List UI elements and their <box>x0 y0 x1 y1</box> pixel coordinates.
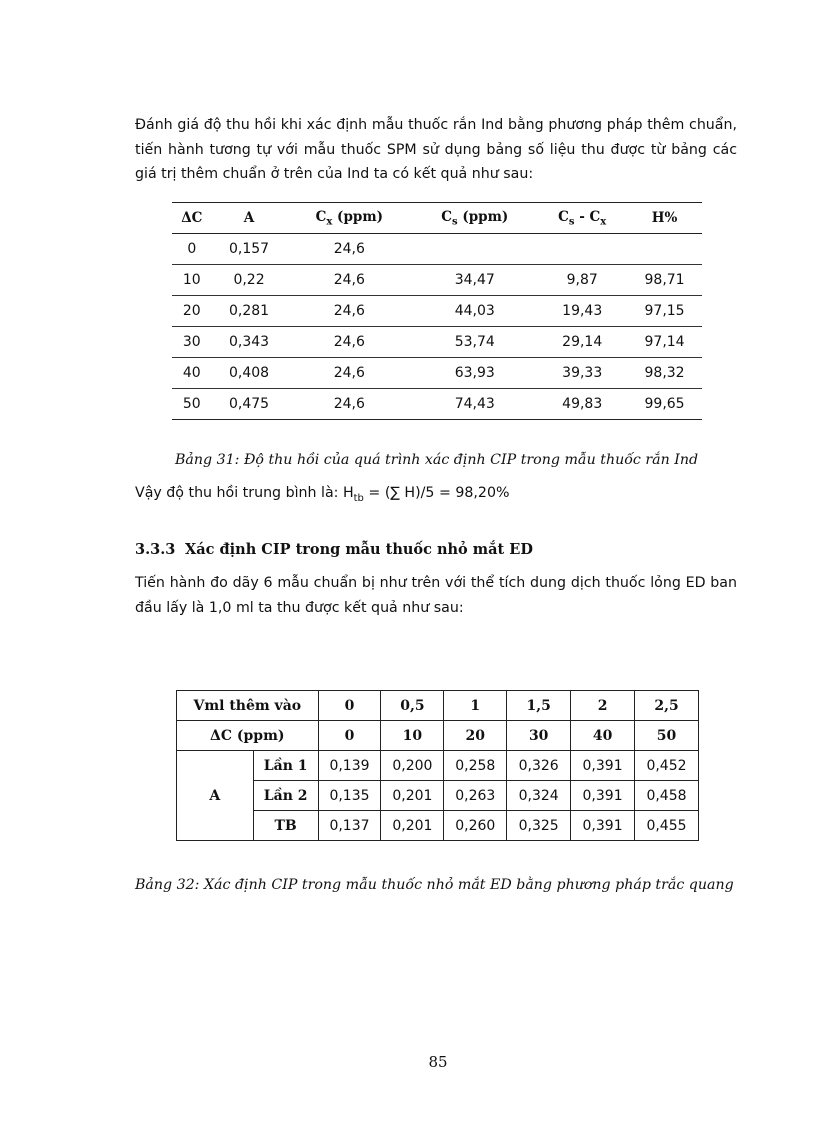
table-cell: 0,391 <box>571 781 635 811</box>
table-cell: 0,139 <box>318 751 381 781</box>
ed-measurement-table <box>176 690 699 841</box>
header-cs-minus-cx: $C_s - C_x$ <box>537 203 627 234</box>
table-cell: 0,325 <box>507 811 571 841</box>
sum-symbol: ∑ <box>390 485 400 501</box>
table-cell: 50 <box>635 721 699 751</box>
table-cell: 0,408 <box>212 358 287 389</box>
table-cell: 24,6 <box>286 296 412 327</box>
table-cell: 99,65 <box>627 389 702 420</box>
table-cell: 0,324 <box>507 781 571 811</box>
table-row <box>177 811 699 841</box>
table-row <box>172 296 702 327</box>
table-cell: 30 <box>172 327 212 358</box>
table-cell: 19,43 <box>537 296 627 327</box>
table-cell: 1 <box>444 691 507 721</box>
table-cell: 0,157 <box>212 234 287 265</box>
table-cell: 0,455 <box>635 811 699 841</box>
table-cell: 97,15 <box>627 296 702 327</box>
sub-row-label: Lần 1 <box>253 751 318 781</box>
table-cell: 0,135 <box>318 781 381 811</box>
table-cell: 98,71 <box>627 265 702 296</box>
table-row <box>177 691 699 721</box>
table-cell: 34,47 <box>412 265 537 296</box>
table-31-caption: Bảng 31: Độ thu hồi của quá trình xác định CIP trong mẫu thuốc rắn Ind <box>175 452 699 468</box>
table-cell: 0,458 <box>635 781 699 811</box>
a-group-label: A <box>177 751 254 841</box>
table-row <box>172 265 702 296</box>
ed-paragraph: Tiến hành đo dãy 6 mẫu chuẩn bị như trên với thể tích dung dịch thuốc lỏng ED ban đầu lấy là 1,0 ml ta thu được kết quả như sau: <box>135 575 737 616</box>
table-cell: 0 <box>318 721 381 751</box>
table-cell: 10 <box>172 265 212 296</box>
table-cell: 0,201 <box>381 811 444 841</box>
section-heading: 3.3.3 Xác định CIP trong mẫu thuốc nhỏ mắt ED <box>135 541 533 558</box>
table-cell: 0,281 <box>212 296 287 327</box>
table-cell: 24,6 <box>286 327 412 358</box>
table-cell <box>537 234 627 265</box>
table-32-caption: Bảng 32: Xác định CIP trong mẫu thuốc nhỏ mắt ED bằng phương pháp trắc quang <box>135 877 734 893</box>
table-cell: 0,137 <box>318 811 381 841</box>
table-row <box>172 327 702 358</box>
table-cell: 0,22 <box>212 265 287 296</box>
table-cell: 74,43 <box>412 389 537 420</box>
table-row <box>177 721 699 751</box>
table-cell: 0 <box>172 234 212 265</box>
header-delta-c: ΔC <box>172 203 212 234</box>
table-cell: 0,475 <box>212 389 287 420</box>
table-cell: 24,6 <box>286 265 412 296</box>
table-row <box>177 781 699 811</box>
table-cell: 10 <box>381 721 444 751</box>
table-cell: 0,258 <box>444 751 507 781</box>
table-header-row <box>172 203 702 234</box>
row-label-cell: Vml thêm vào <box>177 691 319 721</box>
table-cell: 29,14 <box>537 327 627 358</box>
table-cell: 30 <box>507 721 571 751</box>
table-cell: 24,6 <box>286 389 412 420</box>
table-row <box>172 389 702 420</box>
table-cell: 49,83 <box>537 389 627 420</box>
header-cs: $C_s$ (ppm) <box>412 203 537 234</box>
table-cell <box>627 234 702 265</box>
header-cx: $C_x$ (ppm) <box>286 203 412 234</box>
table-cell: 0,5 <box>381 691 444 721</box>
table-cell: 20 <box>172 296 212 327</box>
table-cell: 1,5 <box>507 691 571 721</box>
table-cell: 0,391 <box>571 751 635 781</box>
header-h-percent: H% <box>627 203 702 234</box>
table-row <box>172 358 702 389</box>
table-cell: 0 <box>318 691 381 721</box>
table-cell <box>412 234 537 265</box>
sub-row-label: Lần 2 <box>253 781 318 811</box>
table-cell: 0,452 <box>635 751 699 781</box>
table-row <box>177 751 699 781</box>
table-cell: 24,6 <box>286 234 412 265</box>
table-cell: 53,74 <box>412 327 537 358</box>
table-row <box>172 234 702 265</box>
average-recovery-line: Vậy độ thu hồi trung bình là: $H_{tb}$ = (∑ H)/5 = 98,20% <box>135 485 510 504</box>
intro-paragraph: Đánh giá độ thu hồi khi xác định mẫu thuốc rắn Ind bằng phương pháp thêm chuẩn, tiến hành tương tự với mẫu thuốc SPM sử dụng bảng số liệu thu được từ bảng các giá trị thêm chuẩn ở trên của Ind ta có kết quả như sau: <box>135 117 737 182</box>
table-cell: 40 <box>571 721 635 751</box>
page-number: 85 <box>428 1053 448 1071</box>
table-cell: 0,263 <box>444 781 507 811</box>
table-cell: 0,201 <box>381 781 444 811</box>
table-cell: 63,93 <box>412 358 537 389</box>
table-cell: 0,391 <box>571 811 635 841</box>
table-cell: 39,33 <box>537 358 627 389</box>
sub-row-label: TB <box>253 811 318 841</box>
recovery-table <box>172 202 702 420</box>
table-cell: 2 <box>571 691 635 721</box>
table-cell: 2,5 <box>635 691 699 721</box>
row-label-cell: ΔC (ppm) <box>177 721 319 751</box>
table-cell: 0,200 <box>381 751 444 781</box>
table-cell: 40 <box>172 358 212 389</box>
table-cell: 44,03 <box>412 296 537 327</box>
header-a: A <box>212 203 287 234</box>
table-cell: 50 <box>172 389 212 420</box>
table-cell: 0,343 <box>212 327 287 358</box>
table-cell: 98,32 <box>627 358 702 389</box>
table-cell: 97,14 <box>627 327 702 358</box>
table-cell: 20 <box>444 721 507 751</box>
table-cell: 0,260 <box>444 811 507 841</box>
table-cell: 0,326 <box>507 751 571 781</box>
table-cell: 24,6 <box>286 358 412 389</box>
table-cell: 9,87 <box>537 265 627 296</box>
